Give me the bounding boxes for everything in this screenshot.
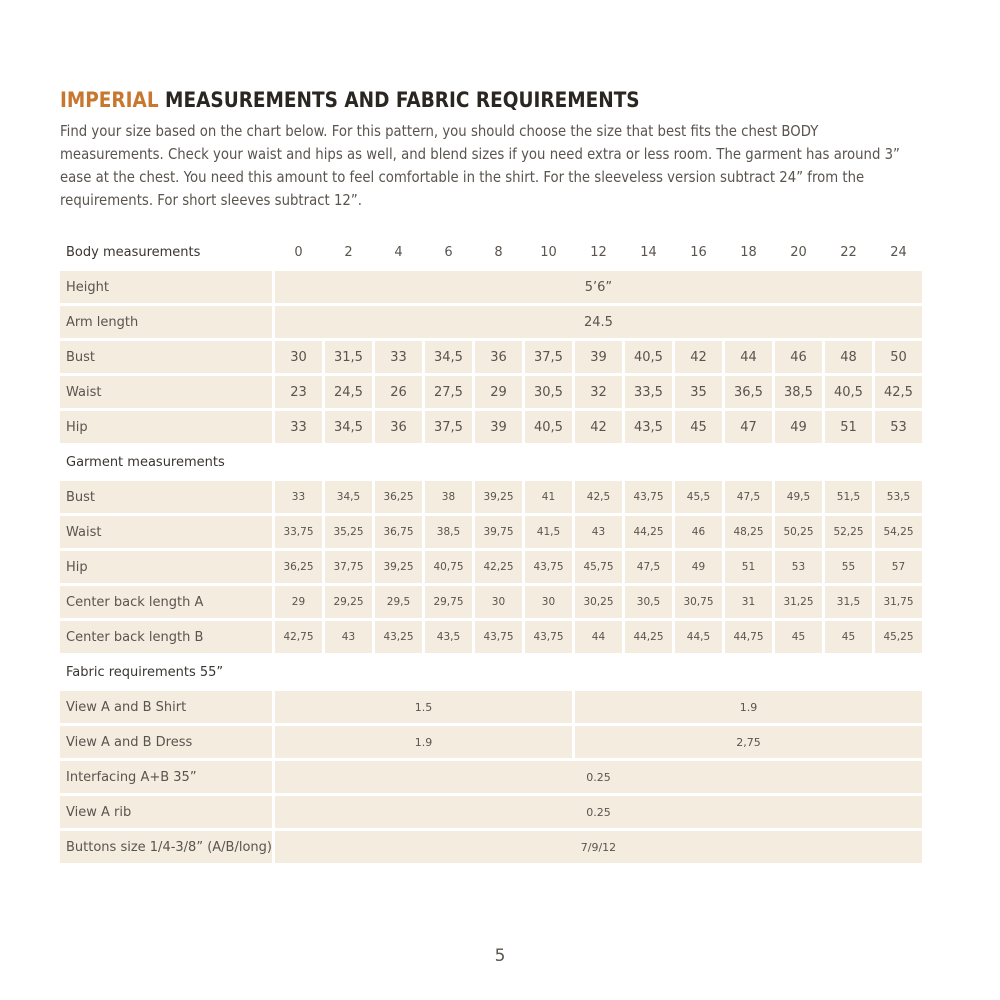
size-header-cell: 14 xyxy=(640,244,657,260)
fabric-value: 0.25 xyxy=(275,796,922,828)
table-cell: 50 xyxy=(875,341,922,373)
table-cell: 43,75 xyxy=(625,481,672,513)
table-cell: 39,75 xyxy=(475,516,522,548)
table-cell: 33 xyxy=(275,481,322,513)
table-cell: 54,25 xyxy=(875,516,922,548)
intro-paragraph: Find your size based on the chart below. For this pattern, you should choose the size that best fits the chest BODY measurements. Check your waist and hips as well, and blend sizes if you need extra or less room. The garment has around 3” ease at the chest. You need this amount to feel comfortable in the shirt. For the sleeveless version subtract 24” from the requirements. For short sleeves subtract 12”. xyxy=(60,122,900,209)
table-cell: 29 xyxy=(475,376,522,408)
table-cell: 47 xyxy=(725,411,772,443)
measurement-table xyxy=(57,233,925,866)
table-cell: 31 xyxy=(725,586,772,618)
table-cell: 49 xyxy=(775,411,822,443)
table-cell: 53 xyxy=(875,411,922,443)
row-label: Arm length xyxy=(60,306,272,338)
fabric-large-sizes: 1.9 xyxy=(575,691,922,723)
table-cell: 51 xyxy=(825,411,872,443)
size-header-cell: 6 xyxy=(444,244,453,260)
height-value: 5’6” xyxy=(275,271,922,303)
table-cell: 30,75 xyxy=(675,586,722,618)
title-accent: IMPERIAL xyxy=(60,88,159,112)
row-label: Height xyxy=(60,271,272,303)
table-cell: 39 xyxy=(475,411,522,443)
table-cell: 42,5 xyxy=(875,376,922,408)
table-cell: 43,5 xyxy=(625,411,672,443)
table-cell: 43 xyxy=(575,516,622,548)
table-cell: 41,5 xyxy=(525,516,572,548)
size-header-cell: 16 xyxy=(690,244,707,260)
page-title xyxy=(60,88,640,112)
row-label: Buttons size 1/4-3/8” (A/B/long) xyxy=(60,831,272,863)
fabric-requirements-header: Fabric requirements 55” xyxy=(66,664,224,680)
fabric-value: 7/9/12 xyxy=(275,831,922,863)
table-cell: 44 xyxy=(725,341,772,373)
table-cell: 42 xyxy=(575,411,622,443)
page-number: 5 xyxy=(494,946,506,966)
table-cell: 50,25 xyxy=(775,516,822,548)
fabric-large-sizes: 2,75 xyxy=(575,726,922,758)
spacer-cell xyxy=(275,446,922,478)
row-label: Waist xyxy=(60,376,272,408)
table-cell: 45 xyxy=(775,621,822,653)
table-cell: 31,5 xyxy=(325,341,372,373)
table-row xyxy=(60,271,922,303)
title-rest: MEASUREMENTS AND FABRIC REQUIREMENTS xyxy=(158,88,640,112)
table-cell: 42,75 xyxy=(275,621,322,653)
table-cell: 42 xyxy=(675,341,722,373)
size-header-cell: 12 xyxy=(590,244,607,260)
table-cell: 39 xyxy=(575,341,622,373)
table-cell: 40,5 xyxy=(825,376,872,408)
table-cell: 42,25 xyxy=(475,551,522,583)
table-row xyxy=(60,621,922,653)
table-cell: 35,25 xyxy=(325,516,372,548)
table-cell: 47,5 xyxy=(725,481,772,513)
table-cell: 43,75 xyxy=(475,621,522,653)
table-row xyxy=(60,691,922,723)
table-cell: 23 xyxy=(275,376,322,408)
size-header-row xyxy=(60,236,922,268)
table-cell: 43,75 xyxy=(525,551,572,583)
table-cell: 43,25 xyxy=(375,621,422,653)
row-label: Bust xyxy=(60,341,272,373)
table-cell: 45,5 xyxy=(675,481,722,513)
table-cell: 36,75 xyxy=(375,516,422,548)
table-cell: 34,5 xyxy=(325,411,372,443)
section-header-row xyxy=(60,446,922,478)
size-header-cell: 20 xyxy=(790,244,807,260)
table-cell: 29,5 xyxy=(375,586,422,618)
table-row xyxy=(60,306,922,338)
table-cell: 49 xyxy=(675,551,722,583)
row-label: Interfacing A+B 35” xyxy=(60,761,272,793)
table-row xyxy=(60,551,922,583)
table-cell: 33,75 xyxy=(275,516,322,548)
body-measurements-header: Body measurements xyxy=(66,244,201,260)
table-cell: 46 xyxy=(775,341,822,373)
section-header-row xyxy=(60,656,922,688)
row-label: Center back length B xyxy=(60,621,272,653)
table-cell: 35 xyxy=(675,376,722,408)
table-cell: 29,75 xyxy=(425,586,472,618)
table-cell: 43 xyxy=(325,621,372,653)
table-row xyxy=(60,376,922,408)
table-cell: 33 xyxy=(275,411,322,443)
table-cell: 41 xyxy=(525,481,572,513)
table-cell: 40,5 xyxy=(525,411,572,443)
table-cell: 30 xyxy=(475,586,522,618)
table-cell: 42,5 xyxy=(575,481,622,513)
table-cell: 32 xyxy=(575,376,622,408)
table-cell: 31,5 xyxy=(825,586,872,618)
table-cell: 34,5 xyxy=(425,341,472,373)
size-header-cell: 24 xyxy=(890,244,907,260)
table-row xyxy=(60,796,922,828)
table-cell: 29,25 xyxy=(325,586,372,618)
table-cell: 52,25 xyxy=(825,516,872,548)
table-cell: 40,5 xyxy=(625,341,672,373)
row-label: View A and B Shirt xyxy=(60,691,272,723)
table-cell: 55 xyxy=(825,551,872,583)
table-cell: 44,25 xyxy=(625,516,672,548)
size-header-cell: 0 xyxy=(294,244,303,260)
size-header-cell: 18 xyxy=(740,244,757,260)
table-cell: 36 xyxy=(375,411,422,443)
row-label: Waist xyxy=(60,516,272,548)
fabric-small-sizes: 1.9 xyxy=(275,726,572,758)
table-row xyxy=(60,516,922,548)
row-label: View A and B Dress xyxy=(60,726,272,758)
table-cell: 48 xyxy=(825,341,872,373)
table-cell: 44,5 xyxy=(675,621,722,653)
table-cell: 46 xyxy=(675,516,722,548)
table-cell: 43,75 xyxy=(525,621,572,653)
table-cell: 30 xyxy=(525,586,572,618)
table-cell: 38,5 xyxy=(775,376,822,408)
table-cell: 45,25 xyxy=(875,621,922,653)
table-cell: 30,5 xyxy=(625,586,672,618)
table-cell: 30,5 xyxy=(525,376,572,408)
row-label: Hip xyxy=(60,411,272,443)
table-cell: 47,5 xyxy=(625,551,672,583)
table-cell: 31,25 xyxy=(775,586,822,618)
size-header-cell: 4 xyxy=(394,244,403,260)
table-cell: 51,5 xyxy=(825,481,872,513)
size-header-cell: 2 xyxy=(344,244,353,260)
table-cell: 37,5 xyxy=(425,411,472,443)
table-cell: 48,25 xyxy=(725,516,772,548)
arm-length-value: 24.5 xyxy=(275,306,922,338)
table-cell: 44,75 xyxy=(725,621,772,653)
spacer-cell xyxy=(275,656,922,688)
table-row xyxy=(60,411,922,443)
table-cell: 30,25 xyxy=(575,586,622,618)
table-cell: 38 xyxy=(425,481,472,513)
table-cell: 49,5 xyxy=(775,481,822,513)
table-cell: 26 xyxy=(375,376,422,408)
size-header-cell: 10 xyxy=(540,244,557,260)
table-cell: 53 xyxy=(775,551,822,583)
row-label: View A rib xyxy=(60,796,272,828)
table-cell: 51 xyxy=(725,551,772,583)
table-cell: 43,5 xyxy=(425,621,472,653)
table-cell: 29 xyxy=(275,586,322,618)
table-cell: 34,5 xyxy=(325,481,372,513)
table-row xyxy=(60,481,922,513)
table-cell: 37,75 xyxy=(325,551,372,583)
table-cell: 57 xyxy=(875,551,922,583)
fabric-value: 0.25 xyxy=(275,761,922,793)
table-cell: 45 xyxy=(675,411,722,443)
table-row xyxy=(60,341,922,373)
table-cell: 44 xyxy=(575,621,622,653)
table-cell: 31,75 xyxy=(875,586,922,618)
table-cell: 33,5 xyxy=(625,376,672,408)
table-cell: 40,75 xyxy=(425,551,472,583)
table-cell: 38,5 xyxy=(425,516,472,548)
row-label: Hip xyxy=(60,551,272,583)
table-row xyxy=(60,831,922,863)
table-cell: 45 xyxy=(825,621,872,653)
row-label: Center back length A xyxy=(60,586,272,618)
table-cell: 36,25 xyxy=(375,481,422,513)
table-cell: 37,5 xyxy=(525,341,572,373)
table-cell: 36,25 xyxy=(275,551,322,583)
table-cell: 45,75 xyxy=(575,551,622,583)
table-cell: 36,5 xyxy=(725,376,772,408)
table-cell: 24,5 xyxy=(325,376,372,408)
garment-measurements-header: Garment measurements xyxy=(66,454,225,470)
table-cell: 44,25 xyxy=(625,621,672,653)
table-row xyxy=(60,726,922,758)
table-cell: 39,25 xyxy=(475,481,522,513)
table-cell: 36 xyxy=(475,341,522,373)
table-cell: 39,25 xyxy=(375,551,422,583)
table-cell: 33 xyxy=(375,341,422,373)
row-label: Bust xyxy=(60,481,272,513)
size-header-cell: 22 xyxy=(840,244,857,260)
table-row xyxy=(60,761,922,793)
size-header-cell: 8 xyxy=(494,244,503,260)
fabric-small-sizes: 1.5 xyxy=(275,691,572,723)
table-cell: 30 xyxy=(275,341,322,373)
table-cell: 53,5 xyxy=(875,481,922,513)
table-cell: 27,5 xyxy=(425,376,472,408)
table-row xyxy=(60,586,922,618)
